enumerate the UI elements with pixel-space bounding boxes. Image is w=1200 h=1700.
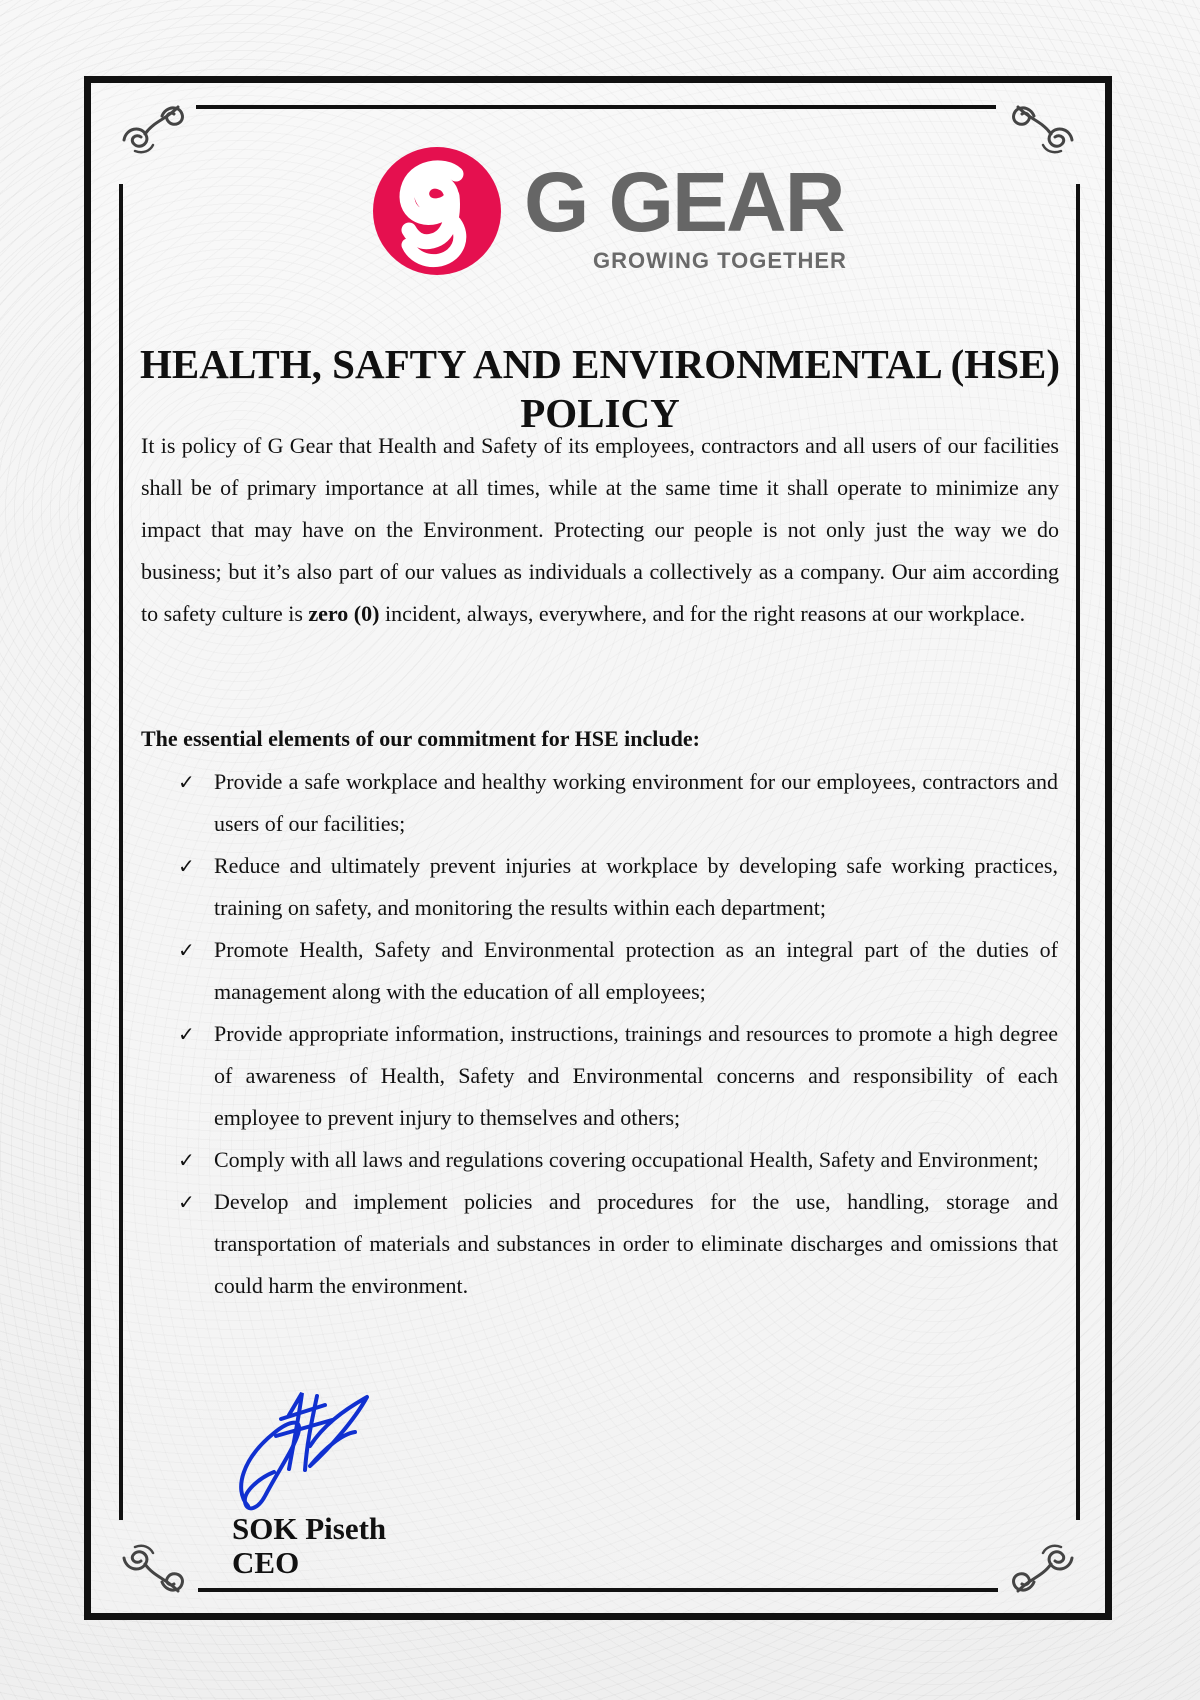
bottom-border-line xyxy=(198,1588,998,1592)
policy-introduction xyxy=(141,425,1059,635)
top-border-line xyxy=(196,105,996,109)
commitment-text: Comply with all laws and regulations covering occupational Health, Safety and Environment; xyxy=(214,1147,1039,1172)
commitment-text: Reduce and ultimately prevent injuries at workplace by developing safe working practices, training on safety, and monitoring the results within each department; xyxy=(214,853,1058,920)
commitment-heading: The essential elements of our commitment for HSE include: xyxy=(141,726,700,751)
signatory-role: CEO xyxy=(232,1545,300,1580)
commitment-item-prevent-injuries xyxy=(178,845,1058,929)
corner-ornament-bottom-right xyxy=(1006,1526,1080,1600)
signatory-name: SOK Piseth xyxy=(232,1511,387,1546)
commitment-item-awareness xyxy=(178,1013,1058,1139)
checkmark-icon: ✓ xyxy=(178,938,195,962)
commitment-text: Provide a safe workplace and healthy working environment for our employees, contractors and users of our facilities; xyxy=(214,769,1058,836)
checkmark-icon: ✓ xyxy=(178,770,195,794)
commitment-list xyxy=(178,761,1058,1307)
commitment-item-material-handling xyxy=(178,1181,1058,1307)
corner-ornament-top-right xyxy=(1006,98,1080,172)
checkmark-icon: ✓ xyxy=(178,1190,195,1214)
checkmark-icon: ✓ xyxy=(178,1022,195,1046)
corner-ornament-top-left xyxy=(116,98,190,172)
checkmark-icon: ✓ xyxy=(178,854,195,878)
introduction-text-part-1: It is policy of G Gear that Health and Safety of its employees, contractors and all users of our facilities shall be of primary importance at all times, while at the same time it shall operate to minimize any impact that may have on the Environment. Protecting our people is not only just the way we do business; but it’s also part of our values as individuals a collectively as a company. Our aim according to safety culture is xyxy=(141,433,1059,626)
corner-ornament-bottom-left xyxy=(116,1526,190,1600)
ceo-signature xyxy=(229,1385,379,1520)
commitment-text: Develop and implement policies and procedures for the use, handling, storage and transportation of materials and substances in order to eliminate discharges and omissions that could harm the environment. xyxy=(214,1189,1058,1298)
policy-title: HEALTH, SAFTY AND ENVIRONMENTAL (HSE) POLICY xyxy=(140,341,1060,437)
signatory-block xyxy=(232,1512,386,1580)
commitment-item-compliance xyxy=(178,1139,1058,1181)
left-border-line xyxy=(119,184,123,1520)
right-border-line xyxy=(1076,184,1080,1520)
commitment-item-safe-workplace xyxy=(178,761,1058,845)
g-gear-logo-icon xyxy=(372,146,502,276)
g-gear-logo xyxy=(372,146,847,286)
brand-tagline: GROWING TOGETHER xyxy=(593,248,847,273)
zero-incident-emphasis: zero (0) xyxy=(308,601,380,626)
commitment-text: Provide appropriate information, instructions, trainings and resources to promote a high degree of awareness of Health, Safety and Environmental concerns and responsibility of each employee to prevent injury to themselves and others; xyxy=(214,1021,1058,1130)
introduction-text-part-2: incident, always, everywhere, and for the right reasons at our workplace. xyxy=(379,601,1026,626)
checkmark-icon: ✓ xyxy=(178,1148,195,1172)
brand-name: G GEAR xyxy=(524,155,844,249)
commitment-text: Promote Health, Safety and Environmental protection as an integral part of the duties of management along with the education of all employees; xyxy=(214,937,1058,1004)
commitment-item-management-duties xyxy=(178,929,1058,1013)
